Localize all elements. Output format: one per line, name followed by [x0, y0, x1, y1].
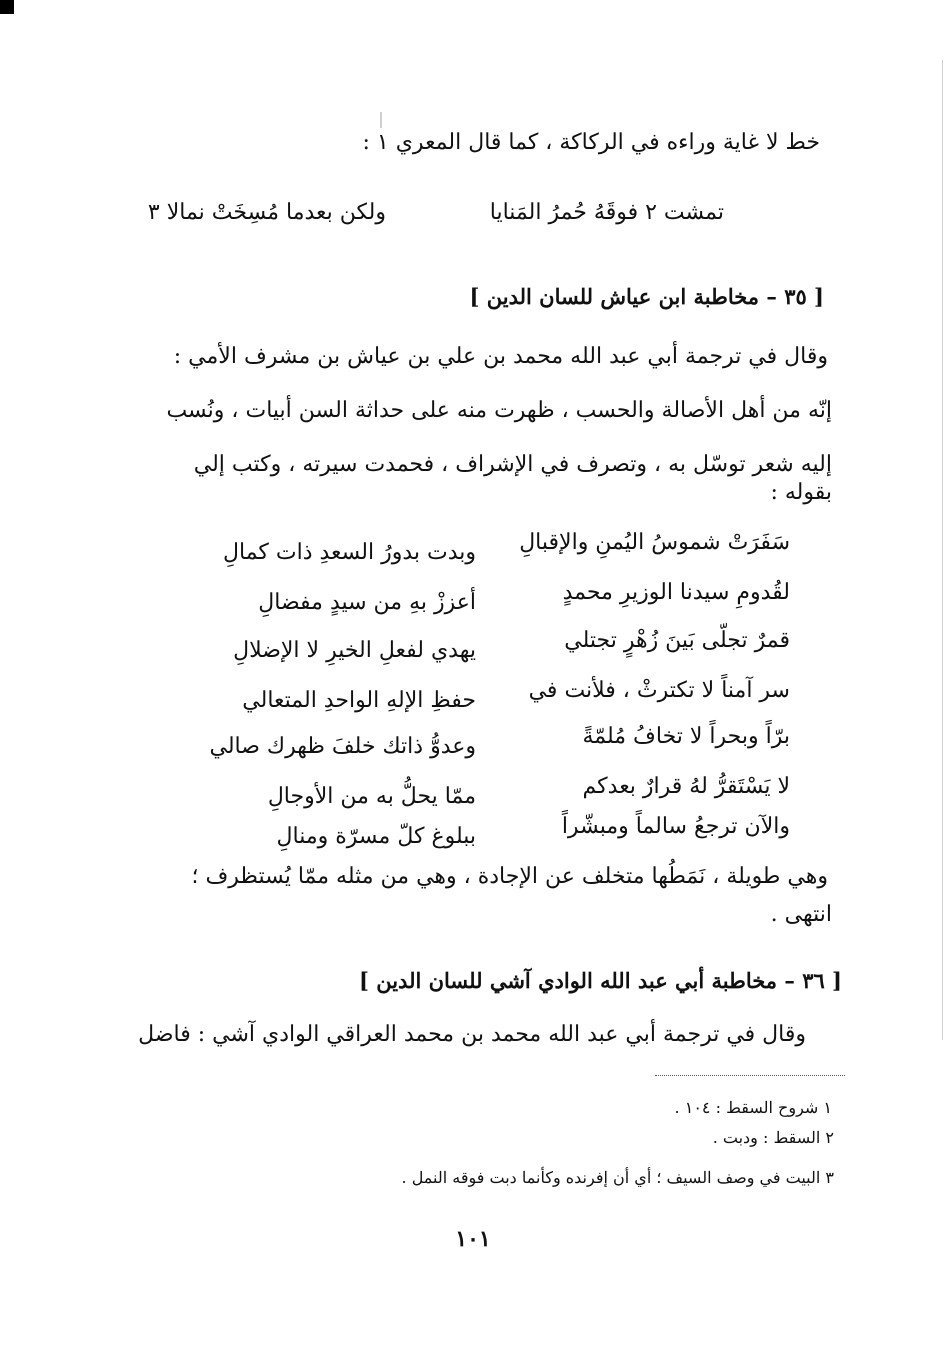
section-35-closing-line: انتهى . — [770, 902, 832, 927]
section-36-heading: [ ٣٦ – مخاطبة أبي عبد الله الوادي آشي للسان الدين ] — [358, 968, 842, 993]
verse-left: حفظِ الإلهِ الواحدِ المتعالي — [242, 688, 476, 713]
footnote: ٣ البيت في وصف السيف ؛ أي أن إفرنده وكأنما دبت فوقه النمل . — [401, 1168, 834, 1187]
verse-right: والآن ترجعُ سالماً ومبشّراً — [561, 814, 790, 839]
intro-verse-left: ولكن بعدما مُسِخَتْ نمالا ٣ — [147, 200, 386, 225]
section-35-para-line: إليه شعر توسّل به ، وتصرف في الإشراف ، فحمدت سيرته ، وكتب إلي — [193, 452, 832, 477]
verse-left: ممّا يحلُّ به من الأوجالِ — [267, 784, 476, 809]
scan-speck — [380, 112, 382, 128]
verse-right: برّاً وبحراً لا تخافُ مُلمّةً — [582, 724, 790, 749]
section-35-closing-line: وهي طويلة ، نَمَطُها متخلف عن الإجادة ، وهي من مثله ممّا يُستظرف ؛ — [191, 864, 828, 889]
verse-right: لا يَسْتَقرُّ لهُ قرارٌ بعدكم — [582, 774, 790, 799]
scan-corner-mark — [0, 0, 14, 14]
page-number: ١٠١ — [455, 1226, 491, 1252]
section-36-para-line: وقال في ترجمة أبي عبد الله محمد بن محمد العراقي الوادي آشي : فاضل — [138, 1022, 806, 1047]
section-35-para-line: وقال في ترجمة أبي عبد الله محمد بن علي بن عياش بن مشرف الأمي : — [173, 344, 828, 369]
verse-left: وبدت بدورُ السعدِ ذات كمالِ — [223, 540, 476, 565]
footnote: ١ شروح السقط : ١٠٤ . — [674, 1098, 832, 1117]
verse-right: قمرٌ تجلّى بَينَ زُهْرٍ تجتلي — [564, 628, 790, 653]
verse-right: سَفَرَتْ شموسُ اليُمنِ والإقبالِ — [519, 530, 790, 555]
section-35-para-line: إنّه من أهل الأصالة والحسب ، ظهرت منه على حداثة السن أبيات ، ونُسب — [166, 398, 832, 423]
footnote: ٢ السقط : ودبت . — [712, 1128, 834, 1147]
section-35-heading: [ ٣٥ – مخاطبة ابن عياش للسان الدين ] — [469, 284, 824, 309]
scan-edge-line — [942, 60, 943, 1040]
verse-left: ببلوغ كلّ مسرّة ومنالِ — [276, 824, 476, 849]
intro-verse-right: تمشت ٢ فوقَهُ حُمرُ المَنايا — [489, 200, 724, 225]
verse-right: سر آمناً لا تكترثْ ، فلأنت في — [528, 678, 790, 703]
section-35-para-line: بقوله : — [770, 480, 832, 505]
footnote-separator — [655, 1075, 845, 1076]
verse-left: يهدي لفعلِ الخيرِ لا الإضلالِ — [233, 638, 476, 663]
intro-line: خط لا غاية وراءه في الركاكة ، كما قال المعري ١ : — [362, 130, 820, 155]
verse-left: وعدوُّ ذاتك خلفَ ظهرك صالي — [209, 734, 476, 759]
verse-left: أعززْ بهِ من سيدٍ مفضالِ — [258, 590, 476, 615]
verse-right: لقُدومِ سيدنا الوزيرِ محمدٍ — [562, 580, 790, 605]
